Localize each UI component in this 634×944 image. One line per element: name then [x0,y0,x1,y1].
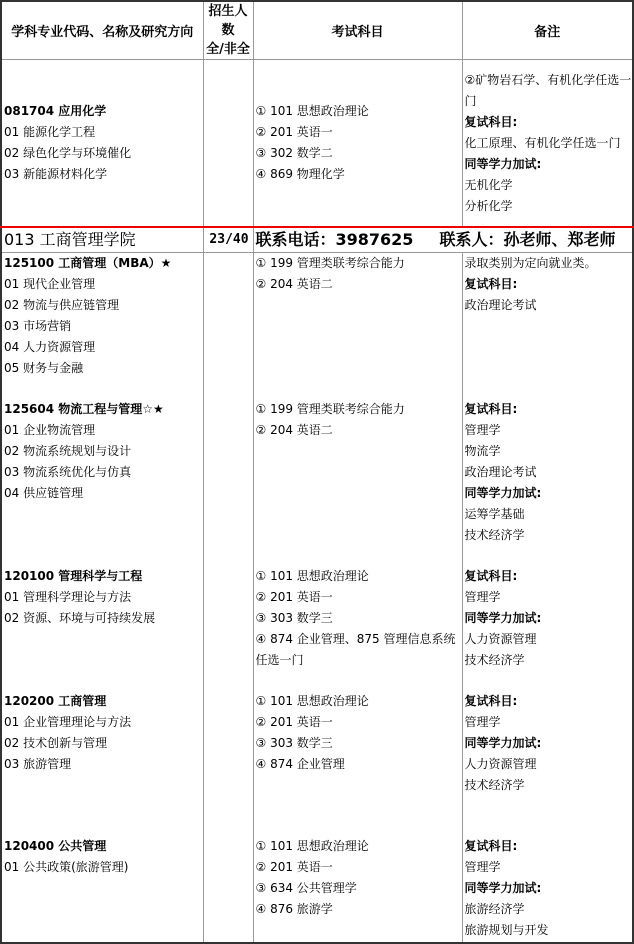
remark-line: 政治理论考试 [464,465,537,479]
remark-line: 同等学力加试: [464,486,542,500]
enrollment-cell [203,253,253,400]
direction: 03 旅游管理 [4,757,72,771]
exam-subject: ④ 874 企业管理、875 管理信息系统任选一门 [255,632,456,667]
exams-cell [253,836,462,943]
exams-cell [253,691,462,836]
exam-subject: ② 201 英语一 [255,860,333,874]
exam-subject: ③ 303 数学三 [255,736,333,750]
remark-line: 运筹学基础 [464,507,525,521]
direction: 01 企业物流管理 [4,423,96,437]
remark-line: 化工原理、有机化学任选一门 [464,135,621,150]
direction: 03 市场营销 [4,319,72,333]
major-cell [1,566,203,691]
enrollment-cell [203,691,253,836]
exam-subject: ④ 876 旅游学 [255,902,333,916]
remark-line: 管理学 [464,715,501,729]
exams-cell [253,253,462,400]
header-enrollment-line1: 招生人数 [208,4,248,38]
major-cell [1,836,203,943]
enrollment-cell [203,836,253,943]
exam-subject: ② 204 英语二 [255,277,333,291]
direction: 04 供应链管理 [4,486,84,500]
remark-line: 同等学力加试: [464,736,542,750]
direction: 05 财务与金融 [4,361,84,375]
program-title: 125604 物流工程与管理☆★ [4,402,164,416]
remark-line: 管理学 [464,423,501,437]
remark-line: 旅游规划与开发 [464,923,549,937]
direction: 01 公共政策(旅游管理) [4,860,129,874]
program-row [1,399,633,566]
program-row [1,60,633,228]
exam-subject: ③ 302 数学二 [255,146,333,160]
enrollment-cell [203,399,253,566]
remark-line: 管理学 [464,860,501,874]
remarks-cell [462,253,633,400]
direction: 02 技术创新与管理 [4,736,108,750]
exam-subject: ② 204 英语二 [255,423,333,437]
remark-line: 无机化学 [464,177,513,192]
remarks-cell [462,399,633,566]
exam-subject: ① 101 思想政治理论 [255,569,369,583]
department-phone: 联系电话：3987625 [255,230,414,249]
direction: 01 能源化学工程 [4,125,96,139]
remarks-cell [462,60,633,228]
remark-line: 复试科目: [464,694,518,708]
direction: 03 物流系统优化与仿真 [4,465,132,479]
program-title: 081704 应用化学 [4,104,107,118]
header-exams: 考试科目 [253,1,462,60]
program-title: 120200 工商管理 [4,694,107,708]
remark-line: 管理学 [464,590,501,604]
exam-subject: ① 101 思想政治理论 [255,694,369,708]
exam-subject: ② 201 英语一 [255,590,333,604]
header-major: 学科专业代码、名称及研究方向 [1,1,203,60]
header-row [1,1,633,60]
remark-line: 同等学力加试: [464,611,542,625]
exam-subject: ① 199 管理类联考综合能力 [255,402,405,416]
exam-subject: ④ 869 物理化学 [255,167,345,181]
program-row [1,691,633,836]
remark-line: 复试科目: [464,569,518,583]
remarks-cell [462,836,633,943]
department-contact [253,227,633,253]
program-title: 120400 公共管理 [4,839,107,853]
remark-line: 人力资源管理 [464,757,537,771]
program-row [1,836,633,943]
program-title: 120100 管理科学与工程 [4,569,143,583]
remark-line: 技术经济学 [464,653,525,667]
major-cell [1,399,203,566]
remarks-cell [462,566,633,691]
header-enrollment [203,1,253,60]
direction: 01 现代企业管理 [4,277,96,291]
major-cell [1,691,203,836]
remark-line: 同等学力加试: [464,156,542,171]
exam-subject: ④ 874 企业管理 [255,757,345,771]
enrollment-cell [203,60,253,228]
program-row [1,566,633,691]
remark-line: 人力资源管理 [464,632,537,646]
header-remarks: 备注 [462,1,633,60]
remark-line: 物流学 [464,444,501,458]
major-cell [1,60,203,228]
remark-line: 复试科目: [464,402,518,416]
remark-line: 技术经济学 [464,528,525,542]
exams-cell [253,60,462,228]
remark-line: 技术经济学 [464,778,525,792]
department-contact-person: 联系人：孙老师、郑老师 [439,230,616,249]
direction: 02 绿色化学与环境催化 [4,146,132,160]
program-row [1,253,633,400]
remark-line: 复试科目: [464,114,518,129]
exam-subject: ① 101 思想政治理论 [255,839,369,853]
department-enrollment: 23/40 [203,227,253,253]
remark-line: 复试科目: [464,277,518,291]
direction: 01 企业管理理论与方法 [4,715,132,729]
direction: 04 人力资源管理 [4,340,96,354]
exam-subject: ③ 634 公共管理学 [255,881,357,895]
exam-subject: ① 101 思想政治理论 [255,104,369,118]
department-name: 013 工商管理学院 [1,227,203,253]
enrollment-cell [203,566,253,691]
exam-subject: ② 201 英语一 [255,125,333,139]
program-title: 125100 工商管理（MBA）★ [4,256,172,270]
exam-subject: ① 199 管理类联考综合能力 [255,256,405,270]
header-enrollment-line2: 全/非全 [206,42,250,57]
remark-line: 旅游经济学 [464,902,525,916]
remark-line: ②矿物岩石学、有机化学任选一门 [464,72,632,108]
direction: 03 新能源材料化学 [4,167,108,181]
remark-line: 分析化学 [464,198,513,213]
remark-line: 复试科目: [464,839,518,853]
exam-subject: ② 201 英语一 [255,715,333,729]
remark-line: 政治理论考试 [464,298,537,312]
remarks-cell [462,691,633,836]
direction: 02 物流与供应链管理 [4,298,120,312]
exam-subject: ③ 303 数学三 [255,611,333,625]
exams-cell [253,399,462,566]
major-cell [1,253,203,400]
exams-cell [253,566,462,691]
direction: 02 物流系统规划与设计 [4,444,132,458]
remark-line: 录取类别为定向就业类。 [464,256,597,270]
direction: 01 管理科学理论与方法 [4,590,132,604]
department-row [1,227,633,253]
remark-line: 同等学力加试: [464,881,542,895]
direction: 02 资源、环境与可持续发展 [4,611,156,625]
